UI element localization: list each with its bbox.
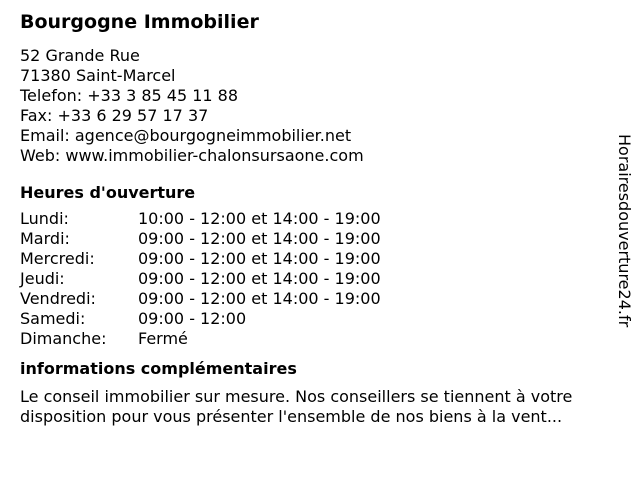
- address-street: 52 Grande Rue: [20, 46, 140, 65]
- time-range: 09:00 - 12:00: [138, 309, 247, 328]
- time-range: 10:00 - 12:00 et 14:00 - 19:00: [138, 209, 381, 228]
- phone-number: Telefon: +33 3 85 45 11 88: [20, 86, 239, 105]
- additional-info-text: Le conseil immobilier sur mesure. Nos conseillers se tiennent à votre disposition pour vous présenter l'ensemble de nos biens à la vent...: [20, 387, 573, 426]
- site-watermark: Horairesdouverture24.fr: [615, 134, 634, 328]
- time-range: 09:00 - 12:00 et 14:00 - 19:00: [138, 229, 381, 248]
- website-address: Web: www.immobilier-chalonsursaone.com: [20, 146, 364, 165]
- day-label: Jeudi:: [20, 269, 65, 288]
- time-range: 09:00 - 12:00 et 14:00 - 19:00: [138, 269, 381, 288]
- time-range: 09:00 - 12:00 et 14:00 - 19:00: [138, 249, 381, 268]
- fax-number: Fax: +33 6 29 57 17 37: [20, 106, 209, 125]
- day-label: Vendredi:: [20, 289, 96, 308]
- opening-hours-heading: Heures d'ouverture: [20, 183, 196, 202]
- email-address: Email: agence@bourgogneimmobilier.net: [20, 126, 352, 145]
- business-name: Bourgogne Immobilier: [20, 11, 259, 33]
- hours-row-lundi: [20, 209, 620, 229]
- address-city: 71380 Saint-Marcel: [20, 66, 176, 85]
- hours-row-mercredi: [20, 249, 620, 269]
- time-range: Fermé: [138, 329, 188, 348]
- day-label: Mardi:: [20, 229, 70, 248]
- hours-row-mardi: [20, 229, 620, 249]
- hours-row-dimanche: [20, 329, 620, 349]
- day-label: Lundi:: [20, 209, 69, 228]
- time-range: 09:00 - 12:00 et 14:00 - 19:00: [138, 289, 381, 308]
- day-label: Samedi:: [20, 309, 86, 328]
- hours-row-vendredi: [20, 289, 620, 309]
- hours-row-samedi: [20, 309, 620, 329]
- day-label: Dimanche:: [20, 329, 107, 348]
- day-label: Mercredi:: [20, 249, 95, 268]
- business-card: [20, 10, 620, 427]
- additional-info-heading: informations complémentaires: [20, 359, 297, 378]
- hours-row-jeudi: [20, 269, 620, 289]
- opening-hours-table: [20, 209, 620, 349]
